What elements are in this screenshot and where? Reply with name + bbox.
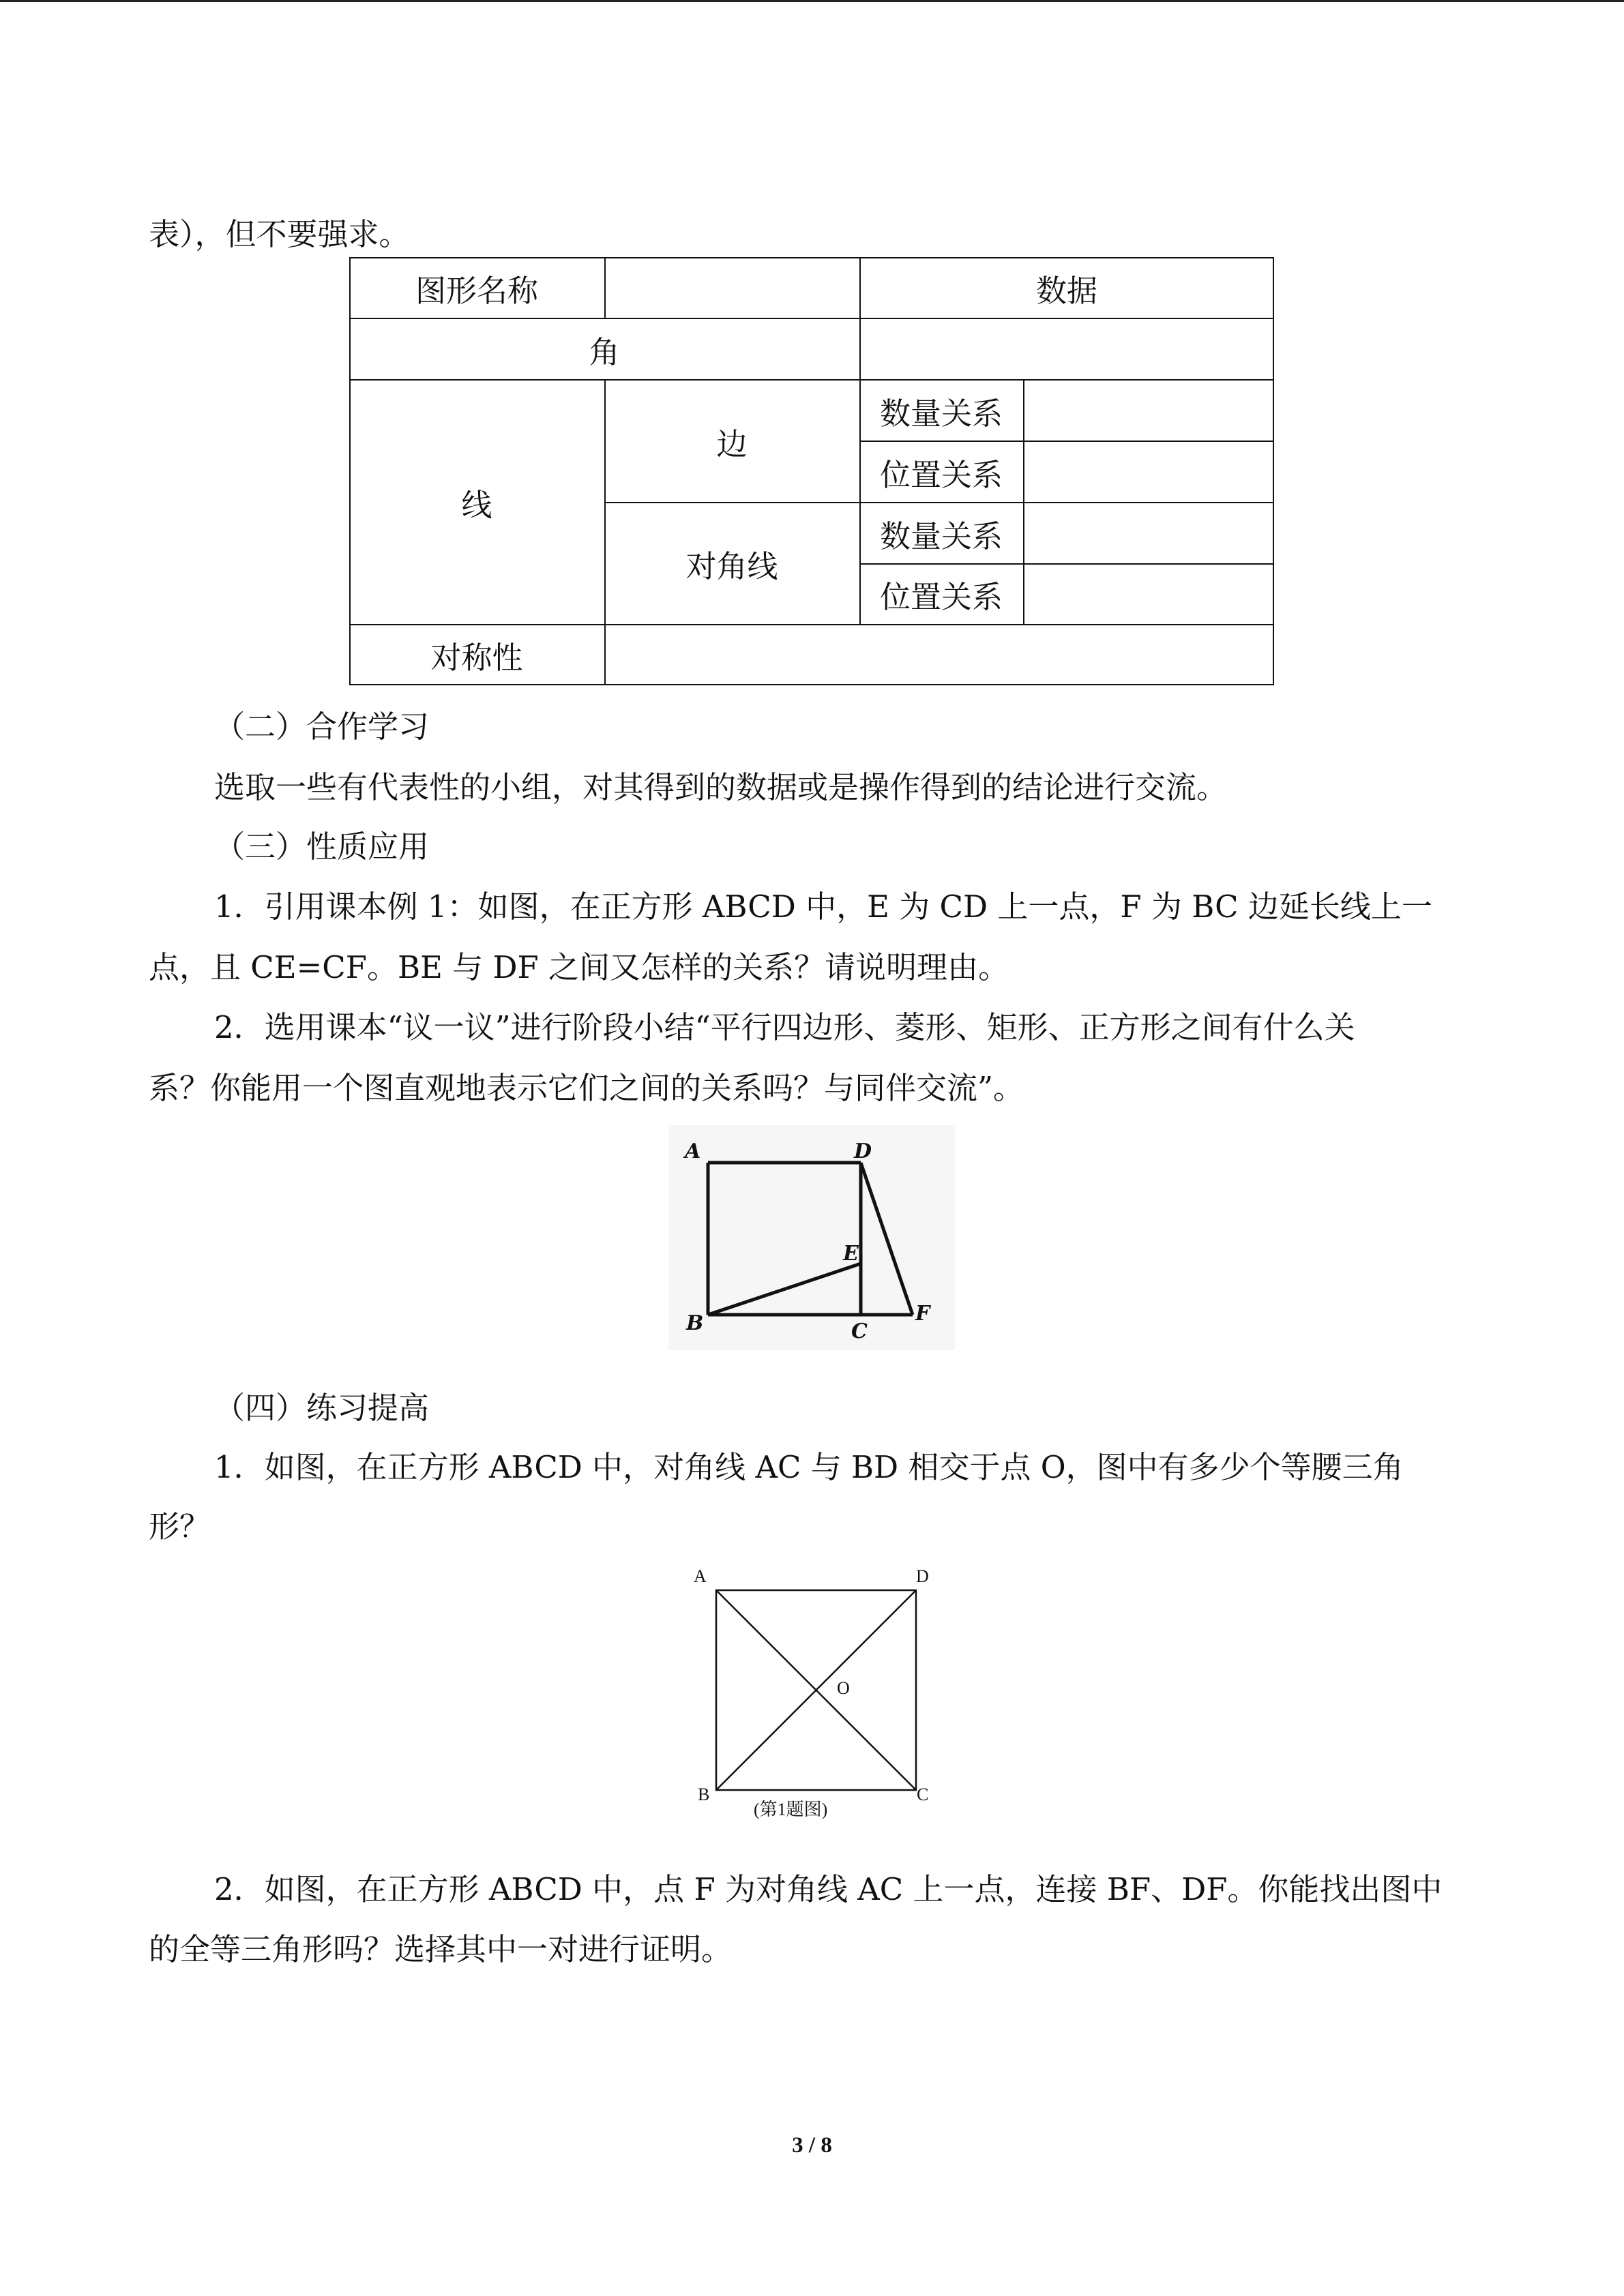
table-cell-side-quantity: 数量关系	[879, 395, 1003, 432]
fig2-label-b: B	[698, 1785, 710, 1804]
table-row-angle: 角	[589, 333, 620, 370]
fig2-label-c: C	[917, 1785, 929, 1804]
fig2-label-a: A	[694, 1566, 707, 1586]
fig1-label-d: D	[854, 1139, 872, 1163]
top-border	[0, 0, 1624, 2]
table-cell-diagonal: 对角线	[685, 548, 778, 584]
table-header-shape-name: 图形名称	[415, 272, 538, 309]
text-line-q1-b: 点，且 CE=CF。BE 与 DF 之间又怎样的关系？请说明理由。	[149, 949, 1009, 985]
table-cell-side-position: 位置关系	[879, 456, 1003, 493]
text-line-0: 表），但不要强求。	[149, 216, 410, 252]
table-cell-diagonal-quantity: 数量关系	[879, 518, 1003, 554]
table-header-data: 数据	[1035, 272, 1097, 309]
table-cell-diagonal-position: 位置关系	[879, 579, 1003, 615]
text-line-ex2-a: 2．如图，在正方形 ABCD 中，点 F 为对角线 AC 上一点，连接 BF、DF。你能找出图中	[214, 1871, 1443, 1907]
fig1-label-a: A	[685, 1139, 701, 1163]
fig1-label-f: F	[915, 1302, 930, 1326]
text-line-q2-a: 2．选用课本“议一议”进行阶段小结“平行四边形、菱形、矩形、正方形之间有什么关	[214, 1009, 1355, 1045]
text-line-q2-b: 系？你能用一个图直观地表示它们之间的关系吗？与同伴交流”。	[149, 1070, 1024, 1106]
text-line-ex1-b: 形？	[149, 1508, 211, 1545]
fig1-label-b: B	[686, 1311, 704, 1335]
text-line-ex1-a: 1．如图，在正方形 ABCD 中，对角线 AC 与 BD 相交于点 O，图中有多少个等腰三角	[214, 1449, 1404, 1485]
figure-square-diagonals	[685, 1562, 958, 1828]
section-heading-cooperative: （二）合作学习	[214, 709, 430, 745]
property-table	[349, 257, 1274, 685]
fig2-label-d: D	[916, 1566, 929, 1586]
table-row-line: 线	[461, 487, 492, 523]
section-heading-application: （三）性质应用	[214, 829, 430, 865]
fig1-label-e: E	[843, 1242, 859, 1266]
text-line-cooperative: 选取一些有代表性的小组，对其得到的数据或是操作得到的结论进行交流。	[214, 769, 1228, 805]
fig1-label-c: C	[851, 1320, 868, 1343]
text-line-q1-a: 1．引用课本例 1：如图，在正方形 ABCD 中，E 为 CD 上一点，F 为 BC 边延长线上一	[214, 889, 1432, 925]
section-heading-practice: （四）练习提高	[214, 1390, 430, 1426]
fig2-caption: (第1题图)	[754, 1800, 828, 1819]
text-line-ex2-b: 的全等三角形吗？选择其中一对进行证明。	[149, 1931, 733, 1967]
table-row-symmetry: 对称性	[430, 640, 523, 676]
fig2-label-o: O	[837, 1678, 850, 1698]
table-cell-side: 边	[716, 426, 748, 462]
figure-square-bef	[668, 1125, 955, 1350]
page-number: 3 / 8	[792, 2133, 832, 2158]
